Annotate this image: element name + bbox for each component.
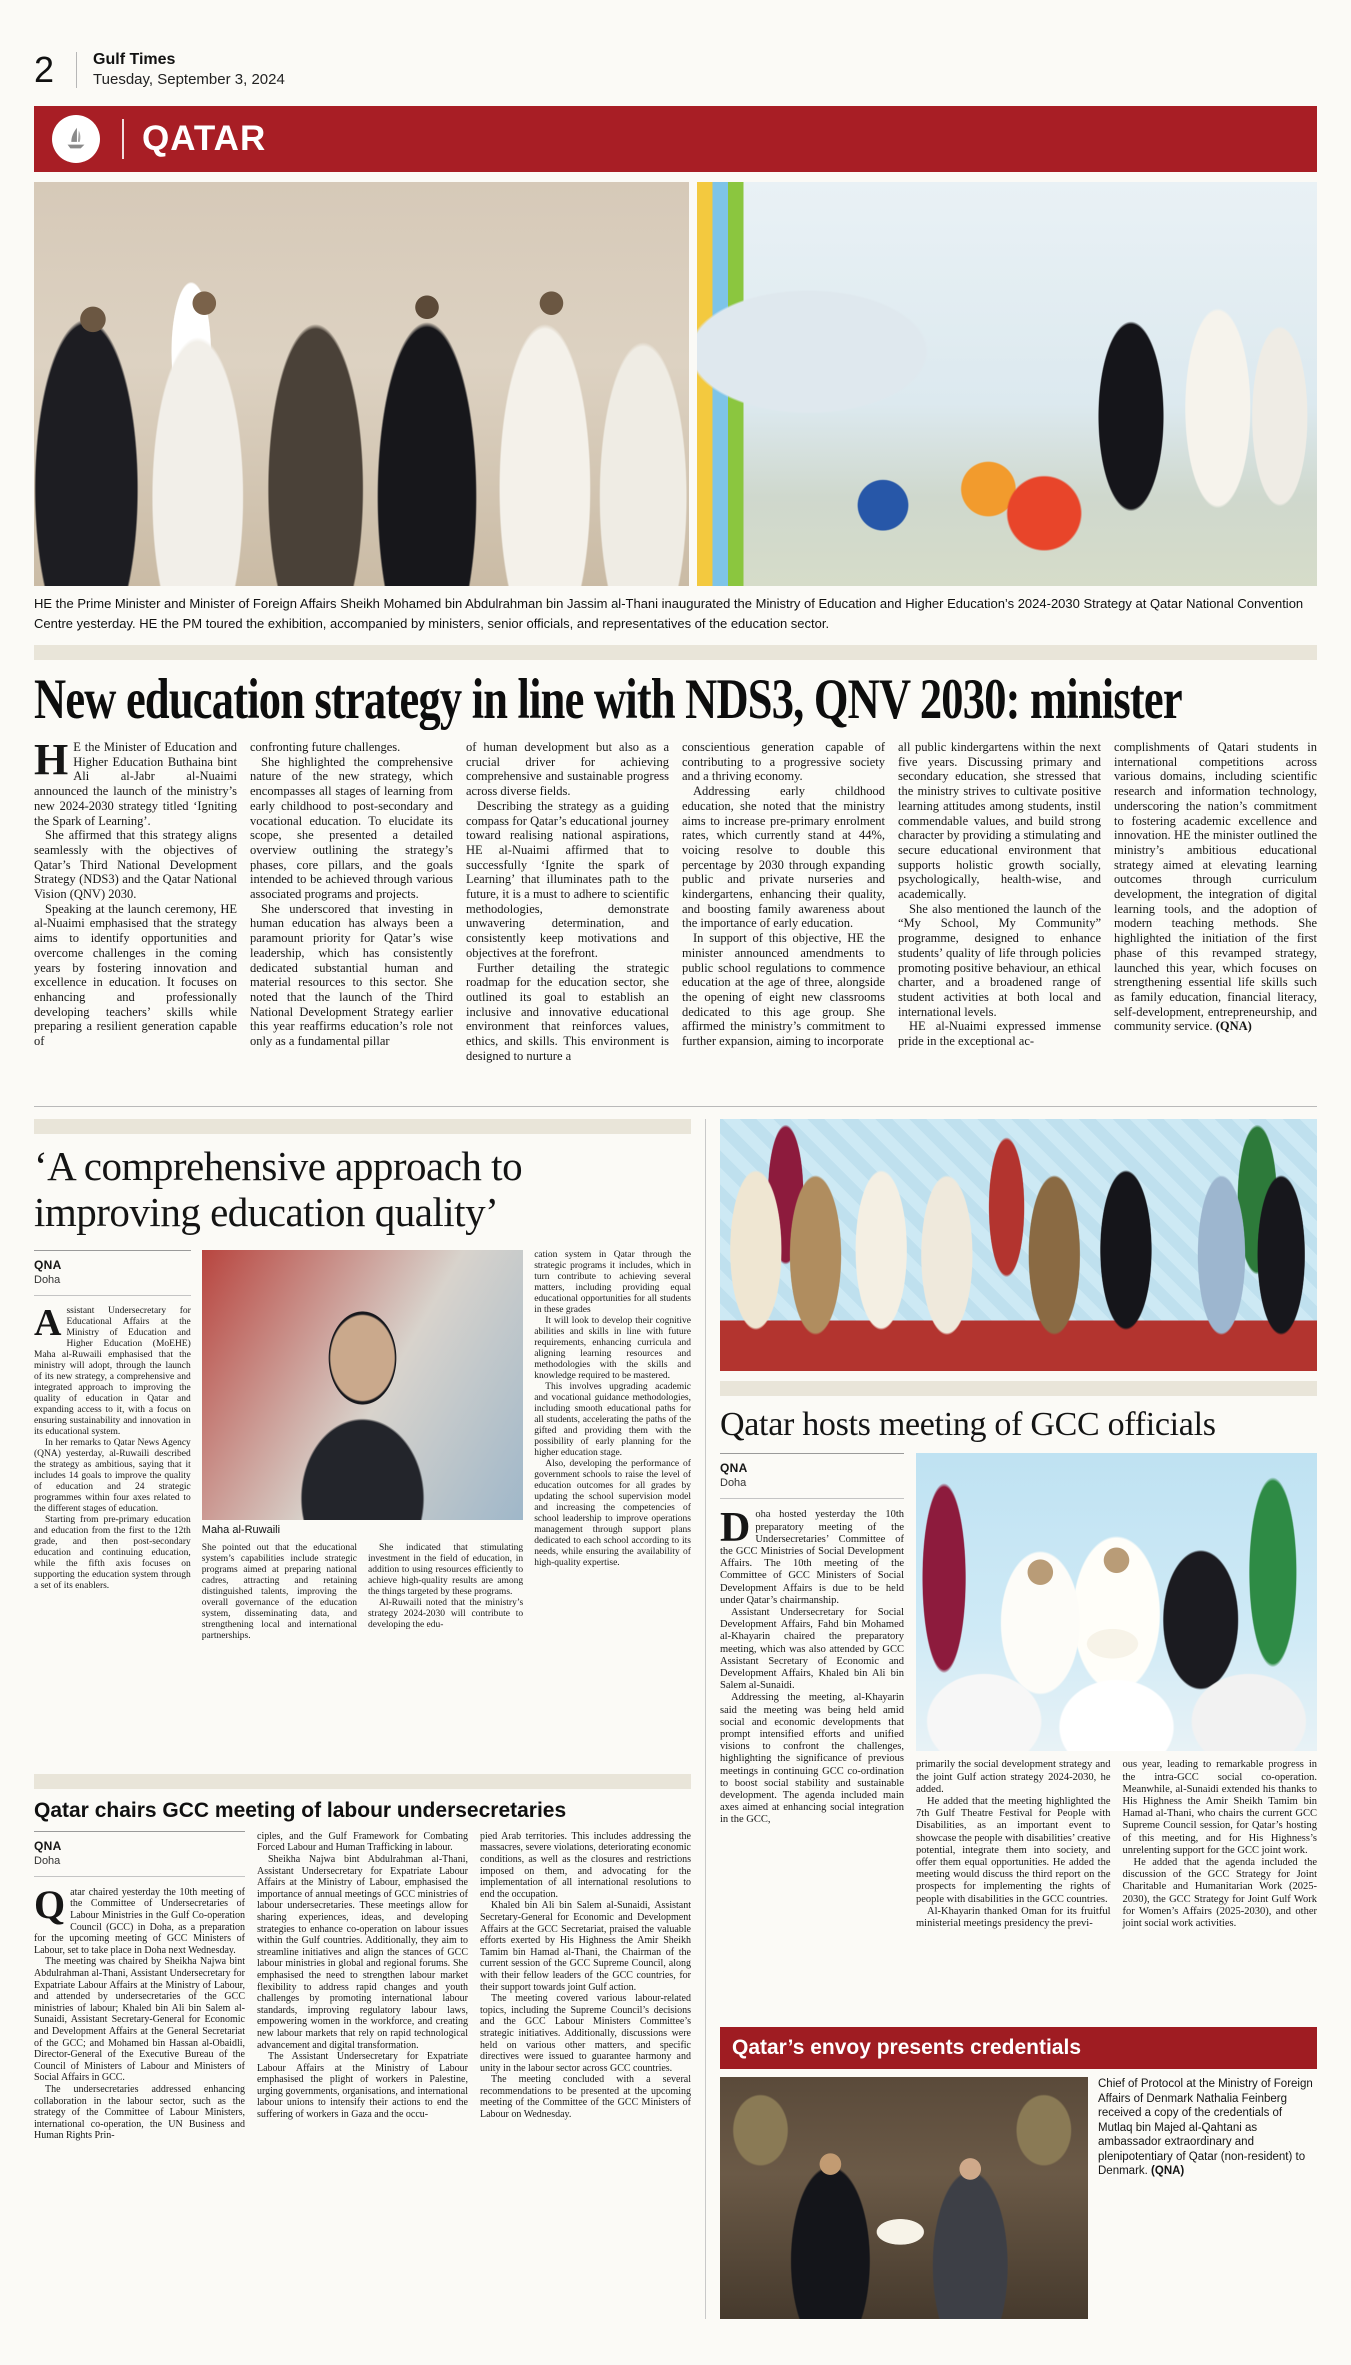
paragraph: conscientious generation capable of contributing to a progressive society and a thriving economy. [682,740,885,784]
byline [720,1453,904,1499]
paragraph: This involves upgrading academic and vocational guidance methodologies, including smooth educational paths for all students, accelerating the paths of the gifted and providing them with the possibility of early planning for the higher education stage. [534,1381,691,1458]
dhow-logo [52,115,100,163]
paragraph: Khaled bin Ali bin Salem al-Sunaidi, Assistant Secretary-General for Economic and Development Affairs at the GCC Secretariat, praised the valuable efforts exerted by His Highness the Amir Sheikh Tamim bin Hamad al-Thani, the Chairman of the current session of the GCC Supreme Council, along with their fellow leaders of the GCC countries, for their support towards joint Gulf action. [480,1900,691,1993]
paragraph: HE al-Nuaimi expressed immense pride in the exceptional ac- [898,1019,1101,1049]
article-labour-meeting [34,1774,691,2277]
section-divider-strip [34,645,1317,660]
byline [34,1250,191,1296]
section-divider-strip [34,1774,691,1789]
paragraph: complishments of Qatari students in international competitions across various domains, including scientific research and information technology, underscoring the nation’s commitment to fostering academic excellence and innovation. HE the minister outlined the ministry’s ambitious educational strategy aimed at elevating learning outcomes through curriculum development, the integration of digital learning tools, and the adoption of modern teaching methods. She highlighted the initiation of the first phase of this revamped strategy, launched this year, which focuses on strengthening essential life skills such as family education, financial literacy, self-development, entrepreneurship, and community service. (QNA) [1114,740,1317,1034]
paragraph: Further detailing the strategic roadmap for the education sector, she outlined its goal to establish an inclusive and innovative educational environment that reinforces values, ethics, and skills. This environment is designed to nurture a [466,960,669,1063]
masthead [34,50,1317,96]
gcc-column-2 [916,1759,1111,2007]
exhibition-photo [697,182,1317,586]
paragraph: Sheikha Najwa bint Abdulrahman al-Thani, Assistant Undersecretary for Expatriate Labour Affairs at the Ministry of Labour, emphasised the importance of annual meetings of GCC ministries of labour undersecretaries. These meetings allow for sharing experiences, ideas, and developing strategies to enhance co-operation on labour issues within the Gulf countries. Additionally, they aim to streamline initiatives and align the stances of GCC labour ministries in global and regional forums. She emphasised the need to strengthen labour market flexibility to address rapid changes and youth challenges by promoting international labour standards, improving regulatory labour laws, empowering women in the workforce, and creating new labour markets that rely on rapid technological advancement and digital transformation. [257,1854,468,2051]
article2-middle-block [202,1250,523,1758]
gcc-officials-group-photo [720,1119,1317,1371]
paragraph: Assistant Undersecretary for Educational Affairs at the Ministry of Education and Higher Education (MoEHE) Maha al-Ruwaili emphasised that the ministry will adopt, through the launch of its new strategy, a comprehensive and integrated approach to improving the quality of education in Qatar and expanding access to it, with a focus on ensuring sustainability and innovation in its educational system. [34,1301,191,1437]
banner-separator [122,119,124,159]
drop-cap: Q [34,1881,66,1927]
paragraph: Addressing early childhood education, she noted that the ministry aims to increase pre-primary enrolment rates, which currently stand at 44%, voicing resolve to double this percentage by 2030 through expanding public and private nurseries and kindergartens, enhancing their quality, and boosting family awareness about the importance of early education. [682,784,885,931]
paragraph: In her remarks to Qatar News Agency (QNA) yesterday, al-Ruwaili described the strategy as ambitious, saying that it includes 14 goals to improve the quality of education and 24 strategic programmes within four axes related to the different stages of education. [34,1437,191,1514]
envoy-headline: Qatar’s envoy presents credentials [720,2027,1317,2069]
paragraph: Assistant Undersecretary for Social Development Affairs, Fahd bin Mohamed al-Khayarin chaired the preparatory meeting, which was also attended by GCC Assistant Secretary of Economic and Development Affairs, Khaled bin Ali bin Salem al-Sunaidi. [720,1607,904,1692]
article-education-strategy [34,645,1317,1094]
masthead-meta [93,50,285,89]
labour-column-2 [257,1831,468,2277]
article1-column-3 [466,740,669,1094]
drop-cap: D [720,1505,751,1552]
article2-column-4 [534,1250,691,1758]
section-divider-strip [720,1381,1317,1396]
gcc-body [720,1453,1317,2013]
paragraph: of human development but also as a crucial driver for achieving comprehensive and sustainable progress across diverse fields. [466,740,669,799]
paragraph: Addressing the meeting, al-Khayarin said the meeting was being held amid social and economic developments that prompt intensified efforts and unified visions to confront the challenges, highlighting the significance of previous meetings in continuing GCC co-ordination to boost social stability and sustainable development. The agenda included main axes aimed at enhancing social integration in the GCC, [720,1692,904,1826]
paragraph: confronting future challenges. [250,740,401,754]
paragraph: She affirmed that this strategy aligns seamlessly with the objectives of Qatar’s Third National Development Strategy (NDS3) and the Qatar National Vision (QNV) 2030. [34,828,237,902]
paragraph: primarily the social development strategy and the joint Gulf action strategy 2024-2030, he added. [916,1759,1111,1795]
agency-credit: (QNA) [1151,2165,1185,2178]
agency-credit: (QNA) [1215,1019,1252,1034]
paragraph: Al-Ruwaili noted that the ministry’s strategy 2024-2030 will contribute to developing the edu- [367,1597,524,1630]
article-envoy-credentials [720,2027,1317,2319]
paragraph: Also, developing the performance of government schools to raise the level of education outcomes for all grades by updating the school supervision model and increasing the competencies of school leadership to improve operations management through support plans dedicated to each school according to its needs, while ensuring the availability of high-quality expertise. [534,1458,691,1568]
section-divider-strip [34,1119,691,1134]
section-banner [34,106,1317,172]
drop-cap: H [34,740,69,784]
paragraph: The undersecretaries addressed enhancing collaboration in the labour sector, such as the strategy of the Committee of Labour Ministers, international co-operation, the UN Business and Human Rights Prin- [34,2083,245,2142]
labour-column-3 [480,1831,691,2277]
lead-photo-caption: HE the Prime Minister and Minister of Foreign Affairs Sheikh Mohamed bin Abdulrahman bin Jassim al-Thani inaugurated the Ministry of Education and Higher Education’s 2024-2030 Strategy at Qatar National Convention Centre yesterday. HE the PM toured the exhibition, accompanied by ministers, senior officials, and representatives of the education sector. [34,596,1304,631]
article2-headline: ‘A comprehensive approach to improving education quality’ [34,1143,523,1235]
paragraph: The meeting concluded with a several recommendations to be presented at the upcoming meeting of the Committee of the GCC Ministers of Labour on Wednesday. [480,2074,691,2121]
gcc-column-1 [720,1453,904,2013]
byline-city: Doha [720,1477,747,1490]
paragraph: cation system in Qatar through the strategic programs it includes, which in turn contribute to achieving several matters, including providing equal educational opportunities for all students in these grades [534,1249,691,1315]
drop-cap: A [34,1301,62,1344]
masthead-divider [76,52,77,88]
article2-body [34,1250,691,1758]
paragraph: In support of this objective, HE the minister announced amendments to public school regulations to commence education at the age of three, alongside the opening of eight new classrooms dedicated to this age group. She affirmed the ministry’s commitment to further expansion, aiming to incorporate [682,931,885,1049]
paragraph: Describing the strategy as a guiding compass for Qatar’s educational journey toward realising national aspirations, HE al-Nuaimi affirmed that to successfully ‘Ignite the spark of Learning’ that illuminates path to the future, it is a must to adhere to scientific methodologies, demonstrate unwavering determination, and consistently keep motivations and objectives at the forefront. [466,798,669,960]
gcc-headline: Qatar hosts meeting of GCC officials [720,1406,1216,1443]
paragraph: Al-Khayarin thanked Oman for its fruitful ministerial meetings presidency the previ- [916,1905,1111,1930]
byline-agency: QNA [34,1838,62,1853]
byline-agency: QNA [720,1461,748,1476]
paragraph: Qatar chaired yesterday the 10th meeting of the Committee of Undersecretaries of Labour Ministries in the Gulf Co-operation Council (GCC) in Doha, as a preparation for the upcoming meeting of GCC Ministers of Labour, set to take place in Doha next Wednesday. [34,1881,245,1956]
paragraph: It will look to develop their cognitive abilities and skills in line with future requirements, enhancing curricula and aligning learning resources and methodologies with the skills and knowledge required to be mastered. [534,1315,691,1381]
paragraph: She highlighted the comprehensive nature of the new strategy, which encompasses all stages of learning from early childhood to post-secondary and vocational education. To elucidate its scope, she presented a detailed overview outlining the strategy’s phases, core pillars, and the goals intended to be achieved through various associated programs and projects. [250,754,453,902]
paragraph: Doha hosted yesterday the 10th preparatory meeting of the Undersecretaries’ Committee of the GCC Ministries of Social Development Affairs. The 10th meeting of the Committee of GCC Ministers of Social Development Affairs is due to be held under Qatar’s chairmanship. [720,1505,904,1606]
paragraph: pied Arab territories. This includes addressing the massacres, severe violations, deteriorating economic conditions, as well as the closures and restrictions imposed on them, and advocating for the implementation of all international resolutions to end the occupation. [480,1830,691,1900]
byline-agency: QNA [34,1257,62,1272]
photo-caption: Maha al-Ruwaili [201,1523,281,1536]
paragraph: ciples, and the Gulf Framework for Combating Forced Labour and Human Trafficking in labour. [257,1830,468,1854]
paragraph: She indicated that stimulating investment in the field of education, in addition to using resources efficiently to achieve high-quality results are among the things targeted by these programs. [367,1542,524,1597]
paragraph: The meeting was chaired by Sheikha Najwa bint Abdulrahman al-Thani, Assistant Undersecretary for Expatriate Labour Affairs at the Ministry of Labour, and attended by undersecretaries of the GCC ministries of labour; Khaled bin Ali bin Salem al-Sunaidi, Assistant Secretary-General for Economic and Development Affairs at the General Secretariat of the GCC; and Mohamed bin Hassan al-Obaidli, Director-General of the Executive Bureau of the Council of Ministers of Labour and Ministers of Social Affairs in GCC. [34,1956,245,2084]
issue-date: Tuesday, September 3, 2024 [93,71,285,88]
credentials-ceremony-photo [720,2077,1088,2319]
byline-city: Doha [34,1273,61,1286]
horizontal-rule [34,1106,1317,1107]
article1-column-4 [682,740,885,1094]
lower-right-region [706,1119,1317,2319]
gcc-lower-columns [916,1759,1317,2007]
article1-body [34,740,1317,1094]
section-title: QATAR [142,119,267,158]
byline [34,1831,245,1877]
article-education-quality [34,1119,691,1758]
labour-headline: Qatar chairs GCC meeting of labour undersecretaries [34,1798,567,1822]
paragraph: all public kindergartens within the next five years. Discussing primary and secondary education, she stressed that the ministry strives to cultivate positive learning attitudes among students, instil commendable values, and build strong character by providing a stimulating and secure educational environment that supports holistic growth socially, psychologically, health-wise, and academically. [898,740,1101,902]
paper-name: Gulf Times [93,51,176,68]
article2-middle-text [202,1543,523,1642]
maha-al-ruwaili-photo [202,1250,523,1520]
page-number: 2 [34,49,55,90]
labour-body [34,1831,691,2277]
inauguration-photo [34,182,689,586]
article1-column-1 [34,740,237,1094]
paragraph: Starting from pre-primary education and education from the first to the 12th grade, and then post-secondary education and continuing education, while the fifth axis focuses on supporting the education system through a set of its enablers. [34,1514,191,1591]
gcc-right-block [916,1453,1317,2013]
article2-column-1 [34,1250,191,1758]
article-gcc-officials [720,1381,1317,2013]
paragraph: ous year, leading to remarkable progress in the intra-GCC social co-operation. Meanwhile, al-Sunaidi extended his thanks to His Highness the Amir Sheikh Tamim bin Hamad al-Thani, who chairs the current GCC Supreme Council session, for Qatar’s hosting of this meeting, and for His Highness’s unrelenting support for the GCC joint work. [1122,1759,1317,1856]
byline-city: Doha [34,1854,61,1867]
gcc-column-3 [1123,1759,1318,2007]
gcc-preparatory-meeting-photo [916,1453,1317,1751]
labour-column-1 [34,1831,245,2277]
paragraph: Speaking at the launch ceremony, HE al-Nuaimi emphasised that the strategy aims to identify opportunities and overcome challenges in the coming years by fostering innovation and excellence in education. It focuses on enhancing and professionally developing teachers’ skills while preparing a resilient generation capable of [34,901,237,1049]
lower-left-region [34,1119,706,2319]
paragraph: She also mentioned the launch of the “My School, My Community” programme, designed to enhance students’ quality of life through policies promoting positive behaviour, an ethical charter, and a broadened range of student activities at both local and international levels. [898,901,1101,1019]
paragraph: The Assistant Undersecretary for Expatriate Labour Affairs at the Ministry of Labour emphasised the plight of workers in Palestine, urging governments, organisations, and international labour unions to intensify their actions to end the suffering of workers in Gaza and the occu- [257,2051,468,2121]
article1-column-6 [1114,740,1317,1094]
paragraph: He added that the meeting highlighted the 7th Gulf Theatre Festival for People with Disabilities, as an important event to showcase the people with disabilities’ creative potential, integrate them into society, and offer them equal opportunities. He added the meeting would discuss the third report on the prospects for implementing the rights of people with disabilities in the GCC countries. [916,1796,1111,1905]
paragraph: The meeting covered various labour-related topics, including the Supreme Council’s decisions and the GCC Labour Ministers Committee’s strategic initiatives. Additionally, discussions were held on various other matters, and specific directives were issued to guarantee harmony and unity in the labour sector across GCC countries. [480,1993,691,2074]
paragraph: She underscored that investing in human education has always been a paramount priority for Qatar’s wise leadership, which has consistently dedicated substantial human and material resources to this sector. She noted that the launch of the Third National Development Strategy earlier this year reaffirms education’s role not only as a fundamental pillar [250,901,453,1049]
envoy-content [720,2077,1317,2319]
paragraph: H E the Minister of Education and Higher Education Buthaina bint Ali al-Jabr al-Nuaimi announced the launch of the ministry’s new 2024-2030 strategy titled ‘Igniting the Spark of Learning’. [34,740,237,828]
article1-headline: New education strategy in line with NDS3, QNV 2030: minister [34,670,1182,730]
paragraph: He added that the agenda included the discussion of the GCC Strategy for Joint Charitable and Humanitarian Work (2025-2030), the GCC Strategy for Joint Gulf Work for Women’s Affairs (2025-2030), and other joint social work activities. [1122,1857,1317,1930]
paragraph: She pointed out that the educational system’s capabilities include strategic programs aimed at preparing national cadres, attracting and retaining distinguished talents, improving the overall governance of the education system, disseminating data, and strengthening local and international partnerships. [201,1542,357,1641]
envoy-body: Chief of Protocol at the Ministry of Foreign Affairs of Denmark Nathalia Feinberg received a copy of the credentials of Mutlaq bin Majed al-Qahtani as ambassador extraordinary and plenipotentiary of Qatar (non-resident) to Denmark. (QNA) [1098,2078,1313,2178]
lower-page-region [34,1119,1317,2319]
dhow-sailboat-icon [61,124,91,154]
article1-column-5 [898,740,1101,1094]
lead-photo-row [34,182,1317,586]
article1-column-2 [250,740,453,1094]
